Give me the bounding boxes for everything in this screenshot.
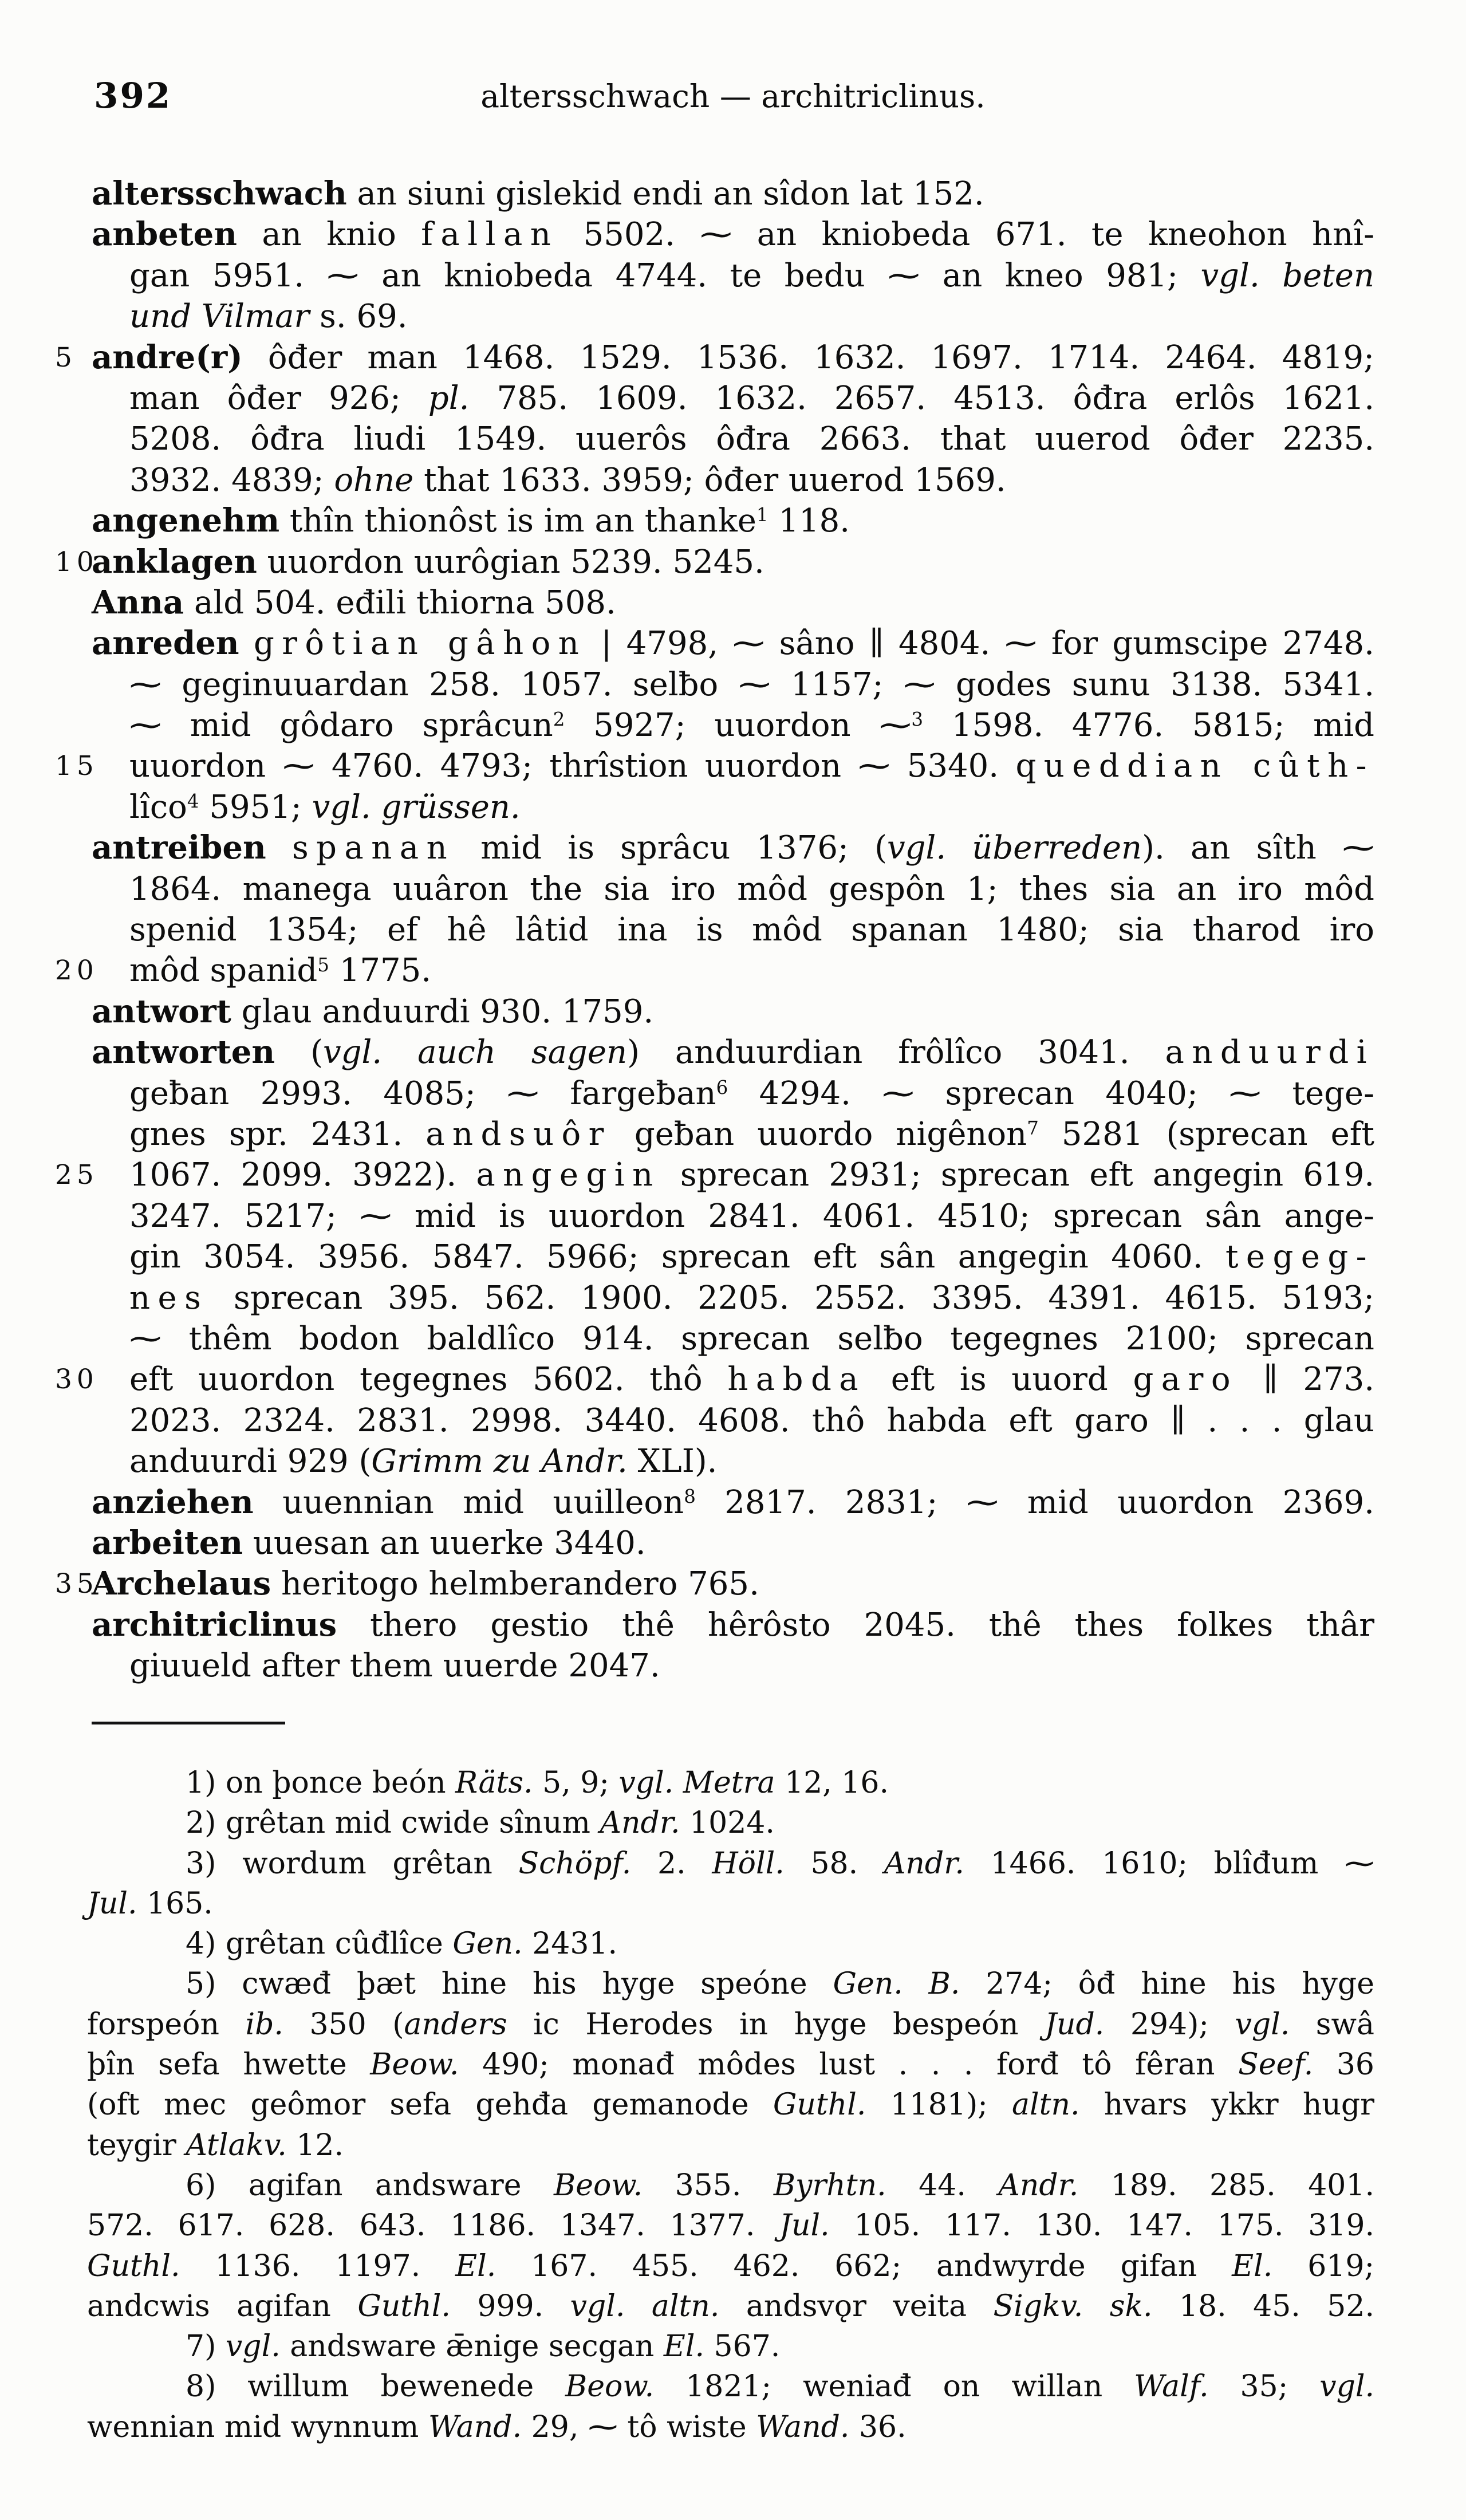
text-segment: 1024. xyxy=(680,1806,775,1841)
text-segment: uuesan an uuerke 3440. xyxy=(243,1524,646,1562)
italic-citation: Beow. xyxy=(565,2369,655,2404)
text-line xyxy=(87,2045,1374,2085)
text-segment: ) anduurdian frôlîco 3041. xyxy=(627,1034,1165,1072)
italic-citation: Sigkv. sk. xyxy=(993,2289,1153,2324)
lemma: anreden xyxy=(92,624,239,663)
text-segment: 5, 9; xyxy=(533,1766,619,1800)
text-line xyxy=(92,787,1374,828)
text-segment: | 4798, ⁓ sâno ∥ 4804. ⁓ for gumscipe 2748. xyxy=(586,625,1374,663)
text-segment: heritogo helmberandero 765. xyxy=(271,1565,759,1603)
spaced-word: anduurdi xyxy=(1165,1034,1375,1072)
italic-citation: vgl. Metra xyxy=(618,1766,775,1800)
italic-citation: vgl. überreden xyxy=(886,829,1142,867)
footnote-ref: 6 xyxy=(716,1076,728,1098)
italic-citation: Andr. xyxy=(884,1846,964,1881)
text-segment: 5) cwæđ þæt hine his hyge speóne xyxy=(186,1967,833,2002)
text-line xyxy=(55,1359,1375,1400)
text-segment: 1136. 1197. xyxy=(180,2249,456,2283)
italic-citation: Andr. xyxy=(600,1806,680,1841)
text-segment: andsvǫr veita xyxy=(719,2289,994,2324)
text-line xyxy=(92,1400,1374,1441)
lemma: Archelaus xyxy=(92,1565,271,1603)
text-line xyxy=(92,501,1374,541)
text-segment: 785. 1609. 1632. 2657. 4513. ôđra erlôs 1621. xyxy=(469,379,1374,417)
text-line xyxy=(87,1964,1374,2004)
lemma: anklagen xyxy=(92,542,257,581)
text-segment: sprecan 395. 562. 1900. 2205. 2552. 3395. 4391. 4615. 5193; xyxy=(208,1279,1374,1317)
text-line xyxy=(92,460,1374,501)
margin-line-number: 35 xyxy=(55,1568,98,1600)
spaced-word: andsuôr xyxy=(425,1115,612,1153)
running-header: altersschwach — architriclinus. xyxy=(480,78,986,115)
text-line xyxy=(92,991,1374,1032)
text-segment: spenid 1354; ef hê lâtid ina is môd spanan 1480; sia tharod iro xyxy=(129,911,1374,949)
text-segment: 1067. 2099. 3922). xyxy=(129,1156,476,1194)
text-line xyxy=(87,2367,1374,2407)
text-segment: ald 504. eđili thiorna 508. xyxy=(184,584,616,621)
text-segment: 567. xyxy=(704,2329,781,2364)
text-line xyxy=(92,664,1374,705)
margin-line-number: 5 xyxy=(55,341,77,373)
footnote-ref: 3 xyxy=(911,708,924,731)
text-segment: s. 69. xyxy=(309,298,408,336)
italic-citation: vgl. beten xyxy=(1200,257,1374,294)
text-line xyxy=(87,2407,1374,2447)
italic-citation: vgl. xyxy=(1319,2369,1375,2404)
text-line xyxy=(92,582,1374,623)
text-line xyxy=(87,2165,1374,2206)
text-segment: 5208. ôđra liudi 1549. uuerôs ôđra 2663. that uuerod ôđer 2235. xyxy=(129,420,1374,458)
lemma: antworten xyxy=(92,1033,275,1072)
text-segment: 3) wordum grêtan xyxy=(186,1846,519,1881)
text-segment: 2817. 2831; ⁓ mid uuordon 2369. xyxy=(695,1483,1374,1521)
text-segment: an siuni gislekid endi an sîdon lat 152. xyxy=(346,175,984,212)
text-segment: ⁓ geginuuardan 258. 1057. selƀo ⁓ 1157; ⁓ godes sunu 3138. 5341. xyxy=(129,666,1374,703)
text-segment: 294); xyxy=(1104,2007,1235,2042)
text-segment: XLI). xyxy=(627,1443,718,1480)
italic-citation: Räts. xyxy=(455,1766,533,1800)
italic-citation: Höll. xyxy=(712,1846,785,1881)
text-segment: 58. xyxy=(784,1846,884,1881)
text-segment: 167. 455. 462. 662; andwyrde gifan xyxy=(496,2249,1232,2283)
text-line xyxy=(55,1564,1374,1604)
text-segment: teygir xyxy=(87,2128,186,2163)
text-segment: 1775. xyxy=(329,952,432,990)
lemma: Anna xyxy=(92,583,184,621)
margin-line-number: 25 xyxy=(55,1159,98,1191)
text-segment: 7) xyxy=(186,2329,226,2364)
text-segment: 118. xyxy=(768,502,850,540)
main-text-column xyxy=(55,174,1375,1686)
text-line xyxy=(92,1441,1374,1482)
text-segment: 5951; xyxy=(199,788,312,826)
text-line xyxy=(92,1237,1374,1277)
spaced-word: habda xyxy=(727,1361,866,1399)
text-segment: glau anduurdi 930. 1759. xyxy=(231,993,654,1030)
italic-citation: ib. xyxy=(245,2007,283,2042)
italic-citation: Andr. xyxy=(998,2168,1079,2203)
text-line xyxy=(92,1645,1374,1686)
italic-citation: vgl. altn. xyxy=(570,2289,720,2324)
text-segment: 189. 285. 401. xyxy=(1078,2168,1374,2203)
footnote-ref: 7 xyxy=(1027,1117,1039,1140)
lemma: antreiben xyxy=(92,829,266,867)
text-segment: hvars ykkr hugr xyxy=(1079,2088,1374,2123)
italic-citation: Gen. B. xyxy=(833,1967,960,2002)
text-segment: 3932. 4839; xyxy=(129,461,334,499)
text-segment xyxy=(266,829,292,867)
margin-line-number: 15 xyxy=(55,750,98,782)
text-segment: 5927; uuordon ⁓ xyxy=(565,707,912,745)
text-segment: 5281 (sprecan eft xyxy=(1038,1115,1375,1153)
text-segment: uuordon uurôgian 5239. 5245. xyxy=(257,543,764,581)
text-segment: eft is uuord xyxy=(866,1361,1133,1399)
text-line xyxy=(87,2125,1374,2165)
margin-line-number: 20 xyxy=(55,955,98,987)
italic-citation: Guthl. xyxy=(357,2289,451,2324)
text-segment: sprecan 2931; sprecan eft angegin 619. xyxy=(660,1156,1375,1194)
italic-citation: altn. xyxy=(1012,2088,1080,2123)
text-segment: man ôđer 926; xyxy=(129,379,428,417)
page-header xyxy=(92,74,1374,126)
text-segment: 165. xyxy=(137,1886,213,1921)
text-line xyxy=(92,623,1374,664)
italic-citation: vgl. xyxy=(1235,2007,1290,2042)
text-segment: 1466. 1610; blîđum ⁓ xyxy=(964,1846,1375,1881)
spaced-word: grôtian gâhon xyxy=(253,625,587,663)
text-line xyxy=(92,909,1374,950)
italic-citation: Jul. xyxy=(87,1886,137,1921)
text-line xyxy=(87,1924,1374,1964)
text-line xyxy=(92,214,1374,255)
text-segment: lîco xyxy=(129,788,187,826)
italic-citation: Walf. xyxy=(1134,2369,1209,2404)
footnote-ref: 2 xyxy=(553,708,565,731)
text-segment: ôđer man 1468. 1529. 1536. 1632. 1697. 1714. 2464. 4819; xyxy=(242,338,1374,376)
text-segment: 274; ôđ hine his hyge xyxy=(960,1967,1374,2002)
text-segment: 1598. 4776. 5815; mid xyxy=(923,707,1375,745)
text-segment: forspeón xyxy=(87,2007,246,2042)
text-segment: 8) willum bewenede xyxy=(186,2369,566,2404)
text-segment: geƀan uuordo nigênon xyxy=(611,1115,1027,1153)
italic-citation: Atlakv. xyxy=(186,2128,287,2163)
text-line xyxy=(92,828,1374,868)
text-segment: ic Herodes in hyge bespeón xyxy=(507,2007,1045,2042)
text-segment: 2431. xyxy=(522,1927,618,1962)
text-segment: ∥ 273. xyxy=(1238,1361,1375,1399)
text-line xyxy=(87,2286,1374,2326)
footnote-ref: 1 xyxy=(756,504,769,526)
text-segment: anduurdi 929 ( xyxy=(129,1443,372,1480)
text-line xyxy=(92,1073,1374,1114)
text-segment: 2. xyxy=(631,1846,712,1881)
text-line xyxy=(92,378,1374,419)
text-line xyxy=(92,869,1374,909)
footnote-ref: 5 xyxy=(317,954,329,976)
spaced-word: spanan xyxy=(291,829,455,867)
footnote-ref: 4 xyxy=(187,790,199,812)
text-line xyxy=(92,1196,1374,1237)
lemma: arbeiten xyxy=(92,1523,243,1562)
text-line xyxy=(92,296,1374,337)
italic-citation: Seef. xyxy=(1238,2048,1314,2082)
italic-citation: El. xyxy=(1232,2249,1273,2283)
text-line xyxy=(87,2246,1374,2286)
text-segment: 1821; weniađ on willan xyxy=(654,2369,1134,2404)
text-line xyxy=(55,337,1374,378)
italic-citation: vgl. grüssen. xyxy=(312,788,521,826)
text-segment: ⁓ mid gôdaro sprâcun xyxy=(129,707,553,745)
text-line xyxy=(92,1482,1374,1523)
text-segment: thîn thionôst is im an thanke xyxy=(279,502,756,540)
italic-citation: El. xyxy=(663,2329,705,2364)
text-line xyxy=(92,1114,1374,1155)
text-segment: 4294. ⁓ sprecan 4040; ⁓ tege- xyxy=(728,1074,1374,1112)
text-segment: an knio xyxy=(237,216,421,254)
italic-citation: El. xyxy=(455,2249,496,2283)
text-line xyxy=(92,705,1374,746)
italic-citation: Grimm zu Andr. xyxy=(371,1443,628,1480)
italic-citation: Wand. xyxy=(756,2409,850,2444)
text-line xyxy=(87,1803,1374,1843)
text-segment: andcwis agifan xyxy=(87,2289,358,2324)
margin-line-number: 30 xyxy=(55,1364,98,1396)
text-line xyxy=(87,2326,1374,2367)
text-segment: gin 3054. 3956. 5847. 5966; sprecan eft sân angegin 4060. xyxy=(129,1238,1225,1276)
text-segment: 12, 16. xyxy=(775,1766,889,1800)
footnote-ref: 8 xyxy=(684,1485,696,1507)
spaced-word: angegin xyxy=(476,1156,661,1194)
italic-citation: Wand. xyxy=(428,2409,522,2444)
text-line xyxy=(87,2085,1374,2125)
italic-citation: Jul. xyxy=(779,2208,830,2243)
italic-citation: Gen. xyxy=(452,1927,523,1962)
text-segment: 1181); xyxy=(866,2088,1012,2123)
text-segment: uuennian mid uuilleon xyxy=(253,1483,684,1521)
text-line xyxy=(55,950,1374,991)
lemma: anziehen xyxy=(92,1483,254,1521)
text-segment: 29, ⁓ tô wiste xyxy=(522,2409,756,2444)
text-segment: 44. xyxy=(886,2168,999,2203)
italic-citation: Schöpf. xyxy=(518,1846,632,1881)
text-segment: thero gestio thê hêrôsto 2045. thê thes folkes thâr xyxy=(337,1606,1374,1644)
italic-citation: pl. xyxy=(428,379,470,417)
text-segment: 3247. 5217; ⁓ mid is uuordon 2841. 4061. 4510; sprecan sân ange- xyxy=(129,1197,1374,1235)
text-segment: 2023. 2324. 2831. 2998. 3440. 4608. thô habda eft garo ∥ . . . glau xyxy=(129,1401,1374,1439)
text-segment: 2) grêtan mid cwide sînum xyxy=(186,1806,600,1841)
text-line xyxy=(92,1032,1374,1073)
text-segment: swâ xyxy=(1290,2007,1374,2042)
text-line xyxy=(92,1605,1374,1645)
text-segment: mid is sprâcu 1376; ( xyxy=(455,829,887,867)
text-line xyxy=(87,1884,1374,1924)
text-segment: 36. xyxy=(849,2409,907,2444)
italic-citation: Guthl. xyxy=(87,2249,180,2283)
text-segment: 5502. ⁓ an kniobeda 671. te kneohon hnî- xyxy=(558,216,1374,254)
text-segment: 999. xyxy=(450,2289,570,2324)
text-segment: 36 xyxy=(1313,2048,1375,2082)
text-segment: 490; monađ môdes lust . . . forđ tô fêran xyxy=(459,2048,1239,2082)
text-segment: giuueld after them uuerde 2047. xyxy=(129,1647,660,1685)
text-segment: 572. 617. 628. 643. 1186. 1347. 1377. xyxy=(87,2208,780,2243)
margin-line-number: 10 xyxy=(55,546,98,578)
text-segment: ). an sîth ⁓ xyxy=(1142,829,1374,867)
italic-citation: anders xyxy=(404,2007,507,2042)
text-line xyxy=(55,542,1374,582)
text-segment: wennian mid wynnum xyxy=(87,2409,428,2444)
footnotes-block xyxy=(87,1763,1374,2447)
spaced-word: fallan xyxy=(421,216,559,254)
lemma: antwort xyxy=(92,992,231,1030)
text-segment: 619; xyxy=(1272,2249,1374,2283)
text-line xyxy=(92,1523,1374,1564)
lemma: architriclinus xyxy=(92,1605,337,1644)
text-segment: 18. 45. 52. xyxy=(1152,2289,1374,2324)
page-number: 392 xyxy=(94,76,172,116)
text-segment: 12. xyxy=(286,2128,344,2163)
text-line xyxy=(92,255,1374,296)
text-line xyxy=(87,2005,1374,2045)
italic-citation: ohne xyxy=(334,461,414,499)
text-segment: eft uuordon tegegnes 5602. thô xyxy=(129,1361,728,1399)
text-line xyxy=(87,1844,1374,1884)
spaced-word: nes xyxy=(129,1279,209,1317)
spaced-word: queddian cûth- xyxy=(1015,747,1374,785)
text-segment: uuordon ⁓ 4760. 4793; thrîstion uuordon ⁓ 5340. xyxy=(129,747,1016,785)
text-segment: 1864. manega uuâron the sia iro môd gespôn 1; thes sia an iro môd xyxy=(129,870,1374,908)
italic-citation: vgl. auch sagen xyxy=(322,1034,628,1072)
text-segment: þîn sefa hwette xyxy=(87,2048,371,2082)
italic-citation: Guthl. xyxy=(773,2088,866,2123)
lemma: andre(r) xyxy=(92,338,243,376)
text-segment: môd spanid xyxy=(129,952,318,990)
lemma: angenehm xyxy=(92,502,280,540)
text-segment: 4) grêtan cûđlîce xyxy=(186,1927,453,1962)
text-segment: ( xyxy=(275,1034,323,1072)
text-segment: geƀan 2993. 4085; ⁓ fargeƀan xyxy=(129,1074,716,1112)
text-line xyxy=(92,1318,1374,1359)
lemma: anbeten xyxy=(92,215,237,254)
footnote-separator-rule xyxy=(92,1722,285,1724)
text-segment xyxy=(239,625,254,662)
italic-citation: und Vilmar xyxy=(129,298,310,336)
text-segment: that 1633. 3959; ôđer uuerod 1569. xyxy=(413,461,1006,499)
text-segment: gan 5951. ⁓ an kniobeda 4744. te bedu ⁓ an kneo 981; xyxy=(129,257,1201,294)
text-line xyxy=(92,419,1374,459)
text-line xyxy=(87,1763,1374,1803)
text-line xyxy=(87,2206,1374,2246)
text-segment: gnes spr. 2431. xyxy=(129,1115,426,1153)
spaced-word: tegeg- xyxy=(1225,1238,1374,1276)
text-segment: 6) agifan andsware xyxy=(186,2168,554,2203)
text-line xyxy=(92,1278,1374,1318)
text-segment: 350 ( xyxy=(283,2007,404,2042)
text-segment: 1) on þonce beón xyxy=(186,1766,456,1800)
italic-citation: Beow. xyxy=(553,2168,643,2203)
spaced-word: garo xyxy=(1133,1361,1238,1399)
text-segment: 105. 117. 130. 147. 175. 319. xyxy=(829,2208,1374,2243)
text-line xyxy=(55,1155,1375,1195)
italic-citation: Jud. xyxy=(1045,2007,1105,2042)
text-segment: andsware ǣnige secgan xyxy=(280,2329,664,2364)
italic-citation: Byrhtn. xyxy=(773,2168,886,2203)
text-segment: ⁓ thêm bodon baldlîco 914. sprecan selƀo tegegnes 2100; sprecan xyxy=(129,1320,1374,1357)
lemma: altersschwach xyxy=(92,175,347,212)
text-segment: (oft mec geômor sefa gehđa gemanode xyxy=(87,2088,773,2123)
text-segment: 355. xyxy=(643,2168,774,2203)
text-segment: 35; xyxy=(1208,2369,1320,2404)
italic-citation: Beow. xyxy=(370,2048,459,2082)
italic-citation: vgl. xyxy=(225,2329,281,2364)
text-line xyxy=(92,174,1374,214)
text-line xyxy=(55,746,1374,786)
